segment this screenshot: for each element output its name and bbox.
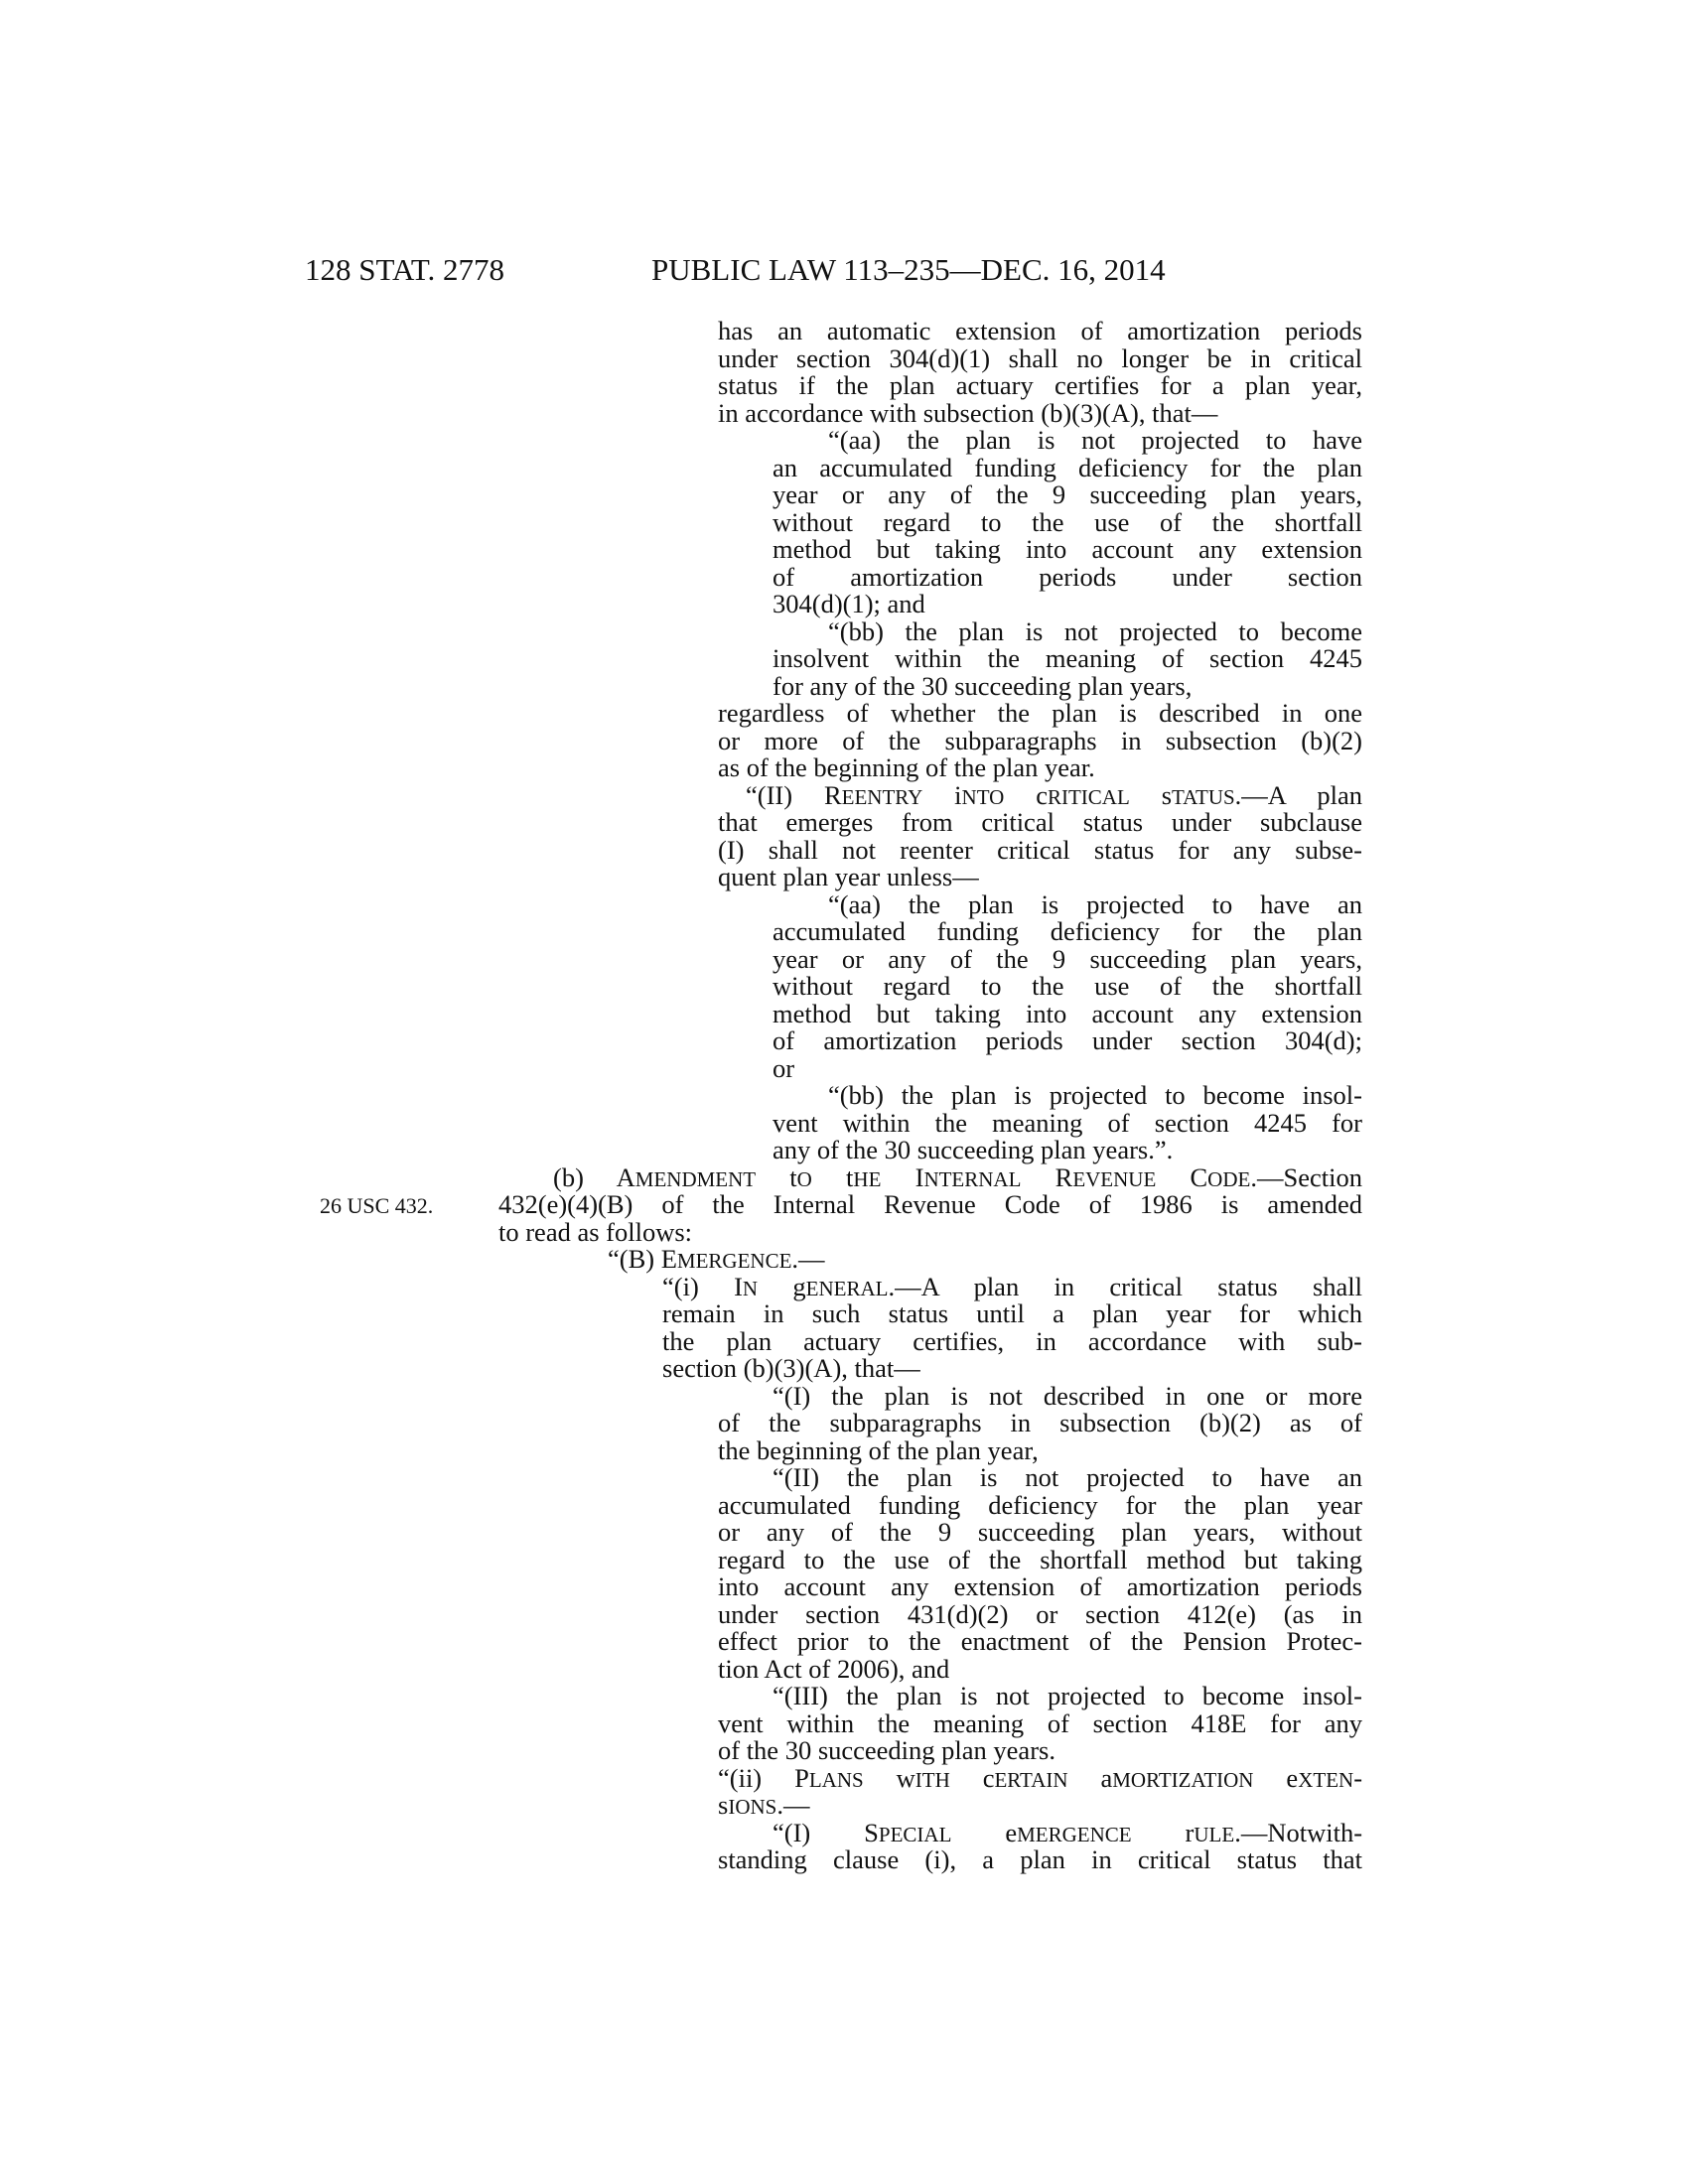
text-line: any of the 30 succeeding plan years.”. — [773, 1135, 1174, 1164]
text-line: year or any of the 9 succeeding plan years, — [773, 479, 1362, 509]
text-line: of amortization periods under section — [773, 561, 1362, 592]
text-line: “(I) the plan is not described in one or more — [773, 1380, 1362, 1411]
text-line: as of the beginning of the plan year. — [718, 752, 1095, 782]
text-line: accumulated funding deficiency for the plan year — [718, 1489, 1362, 1520]
text-line: an accumulated funding deficiency for the plan — [773, 452, 1362, 482]
text-line: “(II) REENTRY iNTO cRITICAL sTATUS.—A plan — [746, 779, 1362, 810]
text-line: or — [773, 1052, 795, 1083]
text-line: vent within the meaning of section 4245 for — [773, 1107, 1362, 1138]
text-line: “(aa) the plan is projected to have an — [828, 888, 1362, 919]
text-line: (I) shall not reenter critical status for any subse- — [718, 834, 1362, 865]
text-line: 304(d)(1); and — [773, 589, 925, 618]
text-line: “(aa) the plan is not projected to have — [828, 425, 1362, 455]
text-line: year or any of the 9 succeeding plan years, — [773, 943, 1362, 974]
text-line: of amortization periods under section 304(d); — [773, 1025, 1362, 1055]
statute-page-reference: 128 STAT. 2778 — [305, 252, 505, 287]
text-line: 432(e)(4)(B) of the Internal Revenue Code of 1986 is amended — [498, 1189, 1362, 1219]
text-line: has an automatic extension of amortization periods — [718, 316, 1362, 345]
text-line: without regard to the use of the shortfall — [773, 506, 1362, 537]
text-line: to read as follows: — [498, 1216, 693, 1247]
text-line: or any of the 9 succeeding plan years, without — [718, 1517, 1362, 1547]
margin-citation: 26 USC 432. — [320, 1193, 434, 1218]
text-line: “(ii) PLANS wITH cERTAIN aMORTIZATION eXTEN- — [718, 1762, 1363, 1793]
text-line: “(bb) the plan is projected to become insol- — [828, 1080, 1362, 1110]
text-line: “(i) IN gENERAL.—A plan in critical status shall — [662, 1271, 1362, 1301]
text-line: “(I) SPECIAL eMERGENCE rULE.—Notwith- — [773, 1817, 1363, 1847]
public-law-title: PUBLIC LAW 113–235—DEC. 16, 2014 — [651, 252, 1166, 287]
text-line: the plan actuary certifies, in accordance with sub- — [662, 1325, 1362, 1356]
text-line: regard to the use of the shortfall method but taking — [718, 1544, 1362, 1574]
text-line: quent plan year unless— — [718, 862, 979, 891]
text-line: tion Act of 2006), and — [718, 1653, 950, 1684]
text-line: that emerges from critical status under subclause — [718, 807, 1362, 837]
text-line: accumulated funding deficiency for the plan — [773, 916, 1362, 946]
text-line: or more of the subparagraphs in subsection (b)(2) — [718, 725, 1362, 755]
text-line: under section 304(d)(1) shall no longer be in critical — [718, 342, 1362, 373]
text-line: in accordance with subsection (b)(3)(A), that— — [718, 397, 1218, 428]
text-line: (b) AMENDMENT tO tHE INTERNAL REVENUE CODE.—Section — [553, 1161, 1362, 1192]
text-line: insolvent within the meaning of section 4245 — [773, 643, 1362, 673]
text-line: “(III) the plan is not projected to become insol- — [773, 1681, 1362, 1710]
text-line: under section 431(d)(2) or section 412(e) (as in — [718, 1598, 1362, 1629]
text-line: sIONS.— — [718, 1790, 810, 1820]
page-header — [0, 250, 1688, 290]
text-line: for any of the 30 succeeding plan years, — [773, 670, 1193, 701]
text-line: effect prior to the enactment of the Pension Protec- — [718, 1626, 1362, 1656]
text-line: the beginning of the plan year, — [718, 1434, 1039, 1465]
text-line: section (b)(3)(A), that— — [662, 1353, 920, 1383]
text-line: standing clause (i), a plan in critical status that — [718, 1844, 1362, 1874]
text-line: remain in such status until a plan year for which — [662, 1298, 1362, 1328]
text-line: regardless of whether the plan is described in one — [718, 698, 1362, 728]
text-line: vent within the meaning of section 418E for any — [718, 1707, 1362, 1738]
text-line: of the subparagraphs in subsection (b)(2) as of — [718, 1408, 1362, 1437]
text-line: “(bb) the plan is not projected to become — [828, 615, 1362, 646]
text-line: into account any extension of amortization periods — [718, 1571, 1362, 1601]
text-line: status if the plan actuary certifies for a plan year, — [718, 370, 1362, 400]
text-line: without regard to the use of the shortfall — [773, 971, 1362, 1001]
text-line: of the 30 succeeding plan years. — [718, 1735, 1055, 1765]
text-line: method but taking into account any extension — [773, 534, 1362, 564]
text-line: “(B) EMERGENCE.— — [608, 1244, 825, 1274]
text-line: method but taking into account any extension — [773, 998, 1362, 1028]
text-line: “(II) the plan is not projected to have an — [773, 1462, 1362, 1492]
